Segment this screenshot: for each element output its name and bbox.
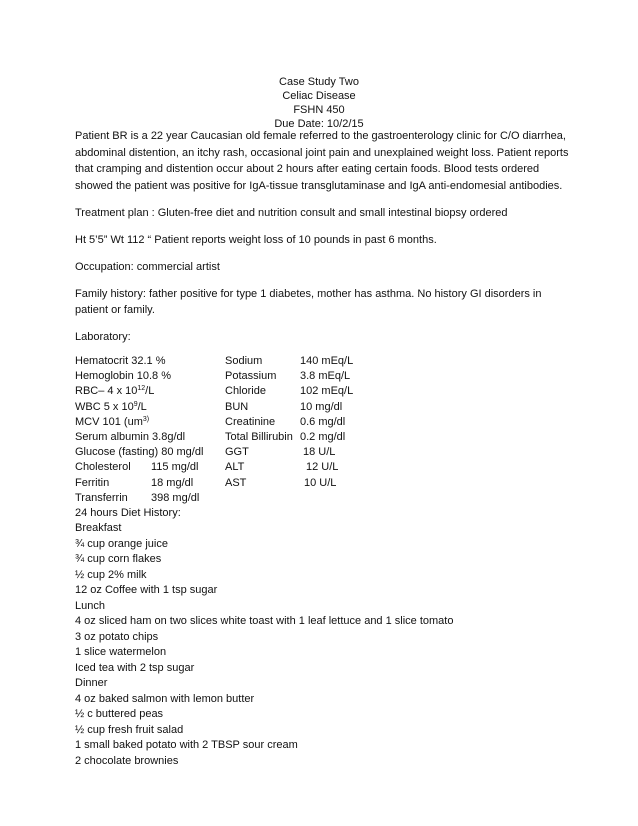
case-subtitle: Celiac Disease [282, 90, 356, 102]
list-item: 3 oz potato chips [75, 630, 159, 643]
lab-rbc [75, 384, 154, 399]
lab-glucose: Glucose (fasting) 80 mg/dl [75, 446, 204, 459]
lab-value: 12 U/L [306, 461, 339, 474]
occupation: Occupation: commercial artist [75, 260, 220, 273]
list-item: 1 slice watermelon [75, 646, 167, 658]
lab-label: ALT [225, 461, 245, 474]
lab-mcv-base: MCV 101 (um [75, 415, 143, 428]
lab-albumin: Serum albumin 3.8g/dl [75, 430, 186, 443]
lab-hematocrit: Hematocrit 32.1 % [75, 355, 166, 367]
lab-value: 3.8 mEq/L [300, 370, 351, 383]
lab-row [75, 491, 395, 506]
lab-label: Creatinine [225, 415, 276, 428]
lab-rbc-unit: /L [145, 385, 155, 398]
lab-row [75, 384, 395, 399]
lab-hemoglobin: Hemoglobin 10.8 % [75, 370, 172, 383]
list-item: ½ cup 2% milk [75, 568, 147, 581]
lab-rbc-base: RBC– 4 x 10 [75, 385, 138, 398]
lab-heading: Laboratory: [75, 331, 131, 343]
lab-transferrin-label: Transferrin [75, 491, 128, 504]
lab-wbc-base: WBC 5 x 10 [75, 400, 134, 413]
list-item: 12 oz Coffee with 1 tsp sugar [75, 584, 218, 596]
lab-row [75, 354, 395, 369]
treatment-plan: Treatment plan : Gluten-free diet and nutrition consult and small intestinal biopsy ordered [75, 206, 508, 219]
patient-paragraph: Patient BR is a 22 year Caucasian old female referred to the gastroenterology clinic for C/O diarrhea, abdominal distention, an itchy rash, occasional joint pain and unexplained weight loss. Patient reports that cramping and distention occur about 2 hours after eating certain foods. Blood tests ordered showed the patient was positive for IgA-tissue transglutaminase and IgA anti-endomesial antibodies. [75, 130, 569, 192]
lab-row [75, 369, 395, 384]
case-body [75, 128, 575, 356]
lab-label: BUN [225, 400, 249, 413]
lab-label: Chloride [225, 385, 266, 398]
lab-value: 10 mg/dl [300, 400, 343, 413]
meal-heading-breakfast: Breakfast [75, 522, 122, 534]
lab-label: AST [225, 476, 247, 489]
meal-heading-lunch: Lunch [75, 599, 105, 612]
family-history: Family history: father positive for type 1 diabetes, mother has asthma. No history GI disorders in patient or family. [75, 287, 542, 316]
lab-mcv [75, 415, 149, 430]
lab-row [75, 506, 395, 521]
lab-value: 140 mEq/L [300, 355, 354, 367]
lab-transferrin-value: 398 mg/dl [151, 491, 200, 504]
diet-history-heading: 24 hours Diet History: [75, 506, 181, 519]
list-item: Iced tea with 2 tsp sugar [75, 661, 195, 674]
lab-wbc-unit: /L [137, 400, 147, 413]
height-weight: Ht 5’5” Wt 112 “ Patient reports weight loss of 10 pounds in past 6 months. [75, 233, 437, 246]
list-item: ½ c buttered peas [75, 708, 164, 720]
lab-row [75, 460, 395, 475]
meal-heading-dinner: Dinner [75, 677, 108, 689]
lab-label: Total Billirubin [225, 430, 293, 443]
lab-value: 18 U/L [303, 446, 336, 459]
list-item: ¾ cup corn flakes [75, 553, 162, 565]
lab-wbc [75, 400, 147, 415]
lab-wbc-exponent: 9 [133, 400, 138, 408]
list-item: 4 oz sliced ham on two slices white toast with 1 leaf lettuce and 1 slice tomato [75, 615, 454, 627]
list-item: 2 chocolate brownies [75, 754, 179, 767]
lab-cholesterol-value: 115 mg/dl [151, 461, 199, 474]
lab-row [75, 445, 395, 460]
lab-row [75, 400, 395, 415]
lab-rbc-exponent: 12 [137, 385, 146, 393]
lab-row [75, 476, 395, 491]
lab-label: Potassium [225, 370, 277, 383]
lab-ferritin-value: 18 mg/dl [151, 476, 194, 489]
list-item: ½ cup fresh fruit salad [75, 723, 184, 736]
lab-value: 10 U/L [304, 476, 337, 489]
due-date: Due Date: 10/2/15 [274, 118, 364, 130]
lab-value: 0.2 mg/dl [300, 430, 346, 443]
lab-table [75, 354, 395, 521]
list-item: ¾ cup orange juice [75, 537, 168, 550]
list-item: 4 oz baked salmon with lemon butter [75, 692, 255, 705]
lab-label: GGT [225, 446, 249, 459]
lab-value: 0.6 mg/dl [300, 415, 346, 428]
lab-label: Sodium [225, 355, 263, 367]
case-title: Case Study Two [279, 76, 359, 88]
diet-list [75, 521, 575, 769]
course-code: FSHN 450 [293, 104, 345, 116]
lab-cholesterol-label: Cholesterol [75, 461, 131, 474]
lab-row [75, 430, 395, 445]
lab-row [75, 415, 395, 430]
lab-ferritin-label: Ferritin [75, 476, 110, 489]
lab-mcv-exponent: 3) [142, 415, 150, 423]
lab-value: 102 mEq/L [300, 385, 354, 398]
document-header [0, 75, 638, 131]
list-item: 1 small baked potato with 2 TBSP sour cream [75, 739, 298, 751]
